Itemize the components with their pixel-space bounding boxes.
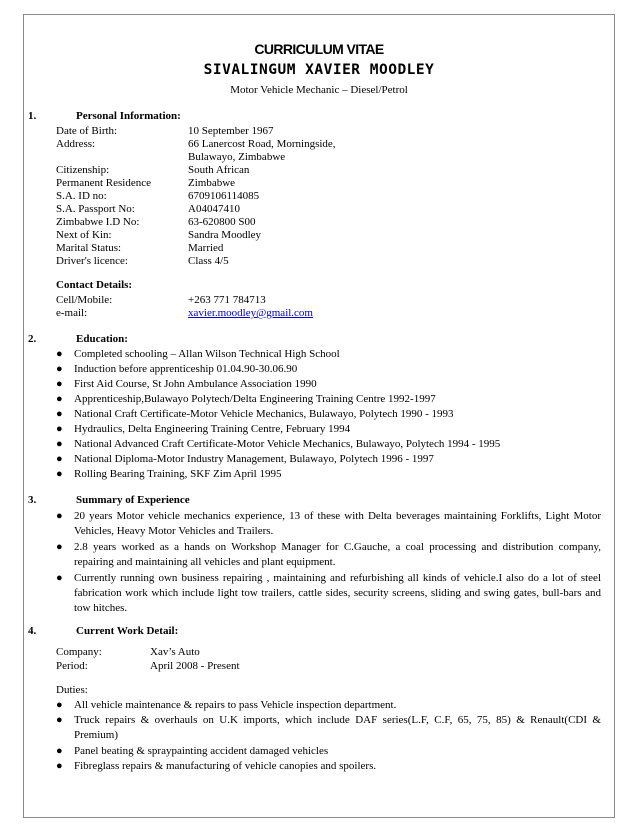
field-label: Period: — [56, 660, 88, 672]
field-value: 10 September 1967 — [188, 125, 274, 137]
period-value: April 2008 - Present — [150, 660, 240, 672]
bullet-icon: ● — [56, 541, 63, 553]
bullet-icon: ● — [56, 378, 63, 390]
bullet-icon: ● — [56, 363, 63, 375]
personal-row — [56, 151, 596, 164]
bullet-icon: ● — [56, 453, 63, 465]
personal-row — [56, 203, 596, 216]
bullet-icon: ● — [56, 438, 63, 450]
candidate-name: SIVALINGUM XAVIER MOODLEY — [203, 62, 435, 78]
section-number: 3. — [28, 494, 37, 506]
job-title: Motor Vehicle Mechanic – Diesel/Petrol — [230, 84, 408, 96]
bullet-icon: ● — [56, 760, 63, 772]
field-value: A04047410 — [188, 203, 240, 215]
field-label: Next of Kin: — [56, 229, 112, 241]
personal-row — [56, 125, 596, 138]
field-value: Class 4/5 — [188, 255, 229, 267]
phone-value: +263 771 784713 — [188, 294, 266, 306]
personal-row — [56, 190, 596, 203]
contact-heading: Contact Details: — [56, 279, 133, 291]
resume-page: CURRICULUM VITAE SIVALINGUM XAVIER MOODLEY Motor Vehicle Mechanic – Diesel/Petrol 1. Personal Information: Date of Birth: 10 September 1967 Address: 66 Lanercost Road, Morningside, Bulawayo, Zimbabwe Citizenship: South African Permanent Residence Zimbabwe S.A. ID no: 6709106114085 S.A. Passport No: A04047410 Zimbabwe I.D No: 63-620800 S00 Next of Kin: Sandra Moodley Marital Status: Married Driver's licence: Class 4/5 Contact Details: Cell/Mobile: +263 771 784713 e-mail: xavier.moodley@gmail.com 2. Education: ● Completed schooling – Allan Wilson Technical High School ● Induction before apprenticeship 01.04.90-30.06.90 ● First Aid Course, St John Ambulance Association 1990 ● Apprenticeship,Bulawayo Polytech/Delta Engineering Training Centre 1992-1997 ● National Craft Certificate-Motor Vehicle Mechanics, Bulawayo, Polytech 1990 - 1993 ● Hydraulics, Delta Engineering Training Centre, February 1994 ● National Advanced Craft Certificate-Motor Vehicle Mechanics, Bulawayo, Polytech 1994 - 1995 ● National Diploma-Motor Industry Management, Bulawayo, Polytech 1996 - 1997 ● Rolling Bearing Training, SKF Zim April 1995 3. Summary of Experience ● 20 years Motor vehicle mechanics experience, 13 of these with Delta beverages maintaining Forklifts, Light Motor Vehicles, Heavy Motor Vehicles and Trailers. ● 2.8 years worked as a hands on Workshop Manager for C.Gauche, a coal processing and distribution company, repairing and maintaining all vehicles and plant equipment. ● Currently running own business repairing , maintaining and refurbishing all kinds of vehicle.I also do a lot of steel fabrication work which include light tow trailers, cattle sides, security screens, sliding and swing gates, bull-bars and tow hitches. 4. Current Work Detail: Company: Xav’s Auto Period: April 2008 - Present Duties: ● All vehicle maintenance & repairs to pass Vehicle inspection department. ● Truck repairs & overhauls on U.K imports, which include DAF series(L.F, C.F, 65, 75, 85) & Renault(CDI & Premium) ● Panel beating & spraypainting accident damaged vehicles ● Fibreglass repairs & manufacturing of vehicle canopies and spoilers. — [23, 14, 615, 818]
section-number: 4. — [28, 625, 37, 637]
field-label: Cell/Mobile: — [56, 294, 113, 306]
personal-row — [56, 216, 596, 229]
field-label: e-mail: — [56, 307, 88, 319]
bullet-icon: ● — [56, 348, 63, 360]
field-value: 63-620800 S00 — [188, 216, 256, 228]
period-row — [56, 660, 240, 672]
document-title: CURRICULUM VITAE — [254, 41, 384, 57]
field-label: Zimbabwe I.D No: — [56, 216, 140, 228]
bullet-icon: ● — [56, 408, 63, 420]
section-heading-work: Current Work Detail: — [76, 625, 179, 637]
bullet-icon: ● — [56, 714, 63, 726]
company-value: Xav’s Auto — [150, 646, 200, 658]
field-label: Address: — [56, 138, 96, 150]
duties-label: Duties: — [56, 684, 88, 696]
bullet-icon: ● — [56, 423, 63, 435]
personal-row — [56, 177, 596, 190]
personal-row — [56, 242, 596, 255]
field-label: Permanent Residence — [56, 177, 151, 189]
field-value: Bulawayo, Zimbabwe — [188, 151, 286, 163]
bullet-icon: ● — [56, 510, 63, 522]
bullet-icon: ● — [56, 572, 63, 584]
field-label: S.A. ID no: — [56, 190, 107, 202]
contact-row — [56, 307, 596, 320]
section-heading-personal: Personal Information: — [76, 110, 181, 122]
field-value: Sandra Moodley — [188, 229, 262, 241]
field-label: Marital Status: — [56, 242, 122, 254]
bullet-icon: ● — [56, 468, 63, 480]
field-value: Zimbabwe — [188, 177, 236, 189]
field-label: S.A. Passport No: — [56, 203, 135, 215]
section-heading-experience: Summary of Experience — [76, 494, 190, 506]
field-value: Married — [188, 242, 224, 254]
section-heading-education: Education: — [76, 333, 128, 345]
field-value: 66 Lanercost Road, Morningside, — [188, 138, 336, 150]
field-label: Citizenship: — [56, 164, 110, 176]
field-label: Driver's licence: — [56, 255, 128, 267]
company-row — [56, 646, 200, 658]
section-number: 2. — [28, 333, 37, 345]
personal-row — [56, 229, 596, 242]
field-value: South African — [188, 164, 250, 176]
contact-row — [56, 294, 596, 307]
personal-row — [56, 255, 596, 268]
bullet-icon: ● — [56, 393, 63, 405]
bullet-icon: ● — [56, 699, 63, 711]
personal-row — [56, 164, 596, 177]
contact-heading-row — [56, 279, 596, 292]
personal-row — [56, 138, 596, 151]
bullet-icon: ● — [56, 745, 63, 757]
email-link[interactable]: xavier.moodley@gmail.com — [188, 307, 313, 319]
field-value: 6709106114085 — [188, 190, 260, 202]
section-number: 1. — [28, 110, 37, 122]
field-label: Company: — [56, 646, 102, 658]
field-label: Date of Birth: — [56, 125, 118, 137]
